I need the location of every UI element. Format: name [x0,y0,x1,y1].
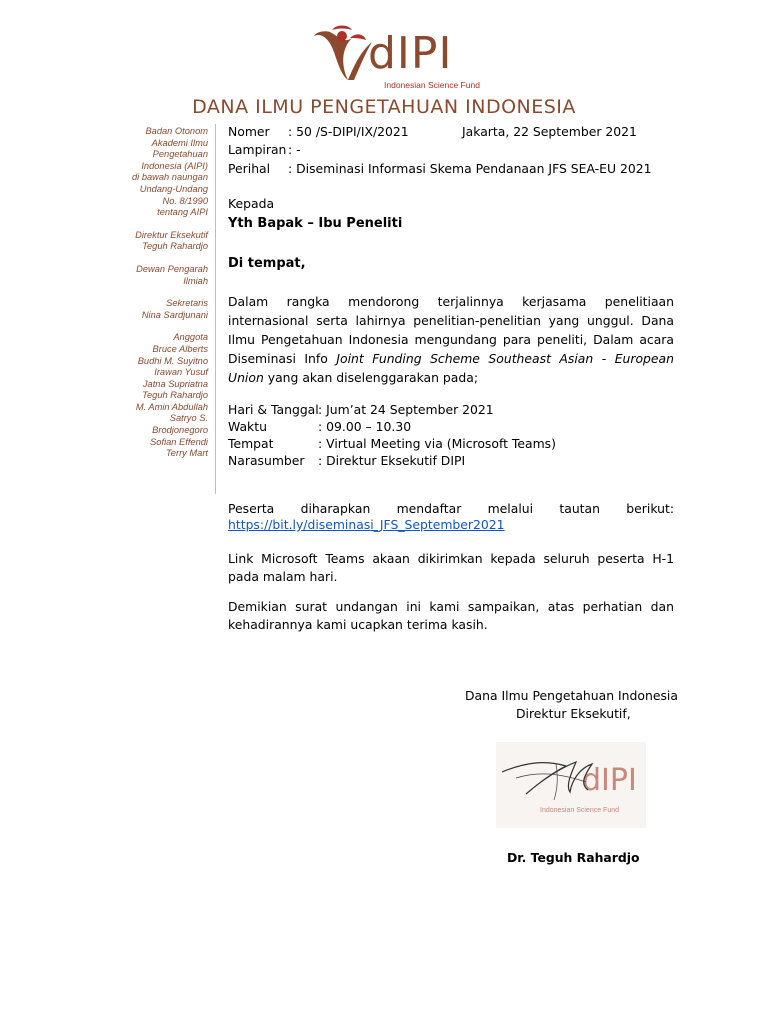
waktu-label: Waktu [228,419,267,434]
signatory-name: Dr. Teguh Rahardjo [507,850,640,865]
sidebar-line: Teguh Rahardjo [142,390,208,401]
lampiran-label: Lampiran [228,142,287,157]
tempat-value: : Virtual Meeting via (Microsoft Teams) [318,436,556,451]
perihal-label: Perihal [228,161,271,176]
sidebar-line: Direktur Eksekutif [135,229,208,240]
perihal-value: : Diseminasi Informasi Skema Pendanaan JFS SEA-EU 2021 [288,161,652,176]
sidebar-line: Teguh Rahardjo [142,241,208,252]
teams-paragraph: Link Microsoft Teams akaan dikirimkan kepada seluruh peserta H-1 pada malam hari. [228,551,674,584]
sidebar-line: Bruce Alberts [152,343,208,354]
narasumber-value: : Direktur Eksekutif DIPI [318,453,466,468]
sidebar-line: Satryo S. [169,413,208,424]
sidebar-line: di bawah naungan [132,172,208,183]
sidebar-spacer [100,253,208,264]
stamp-tagline: Indonesian Science Fund [540,807,619,814]
sidebar-line: Sekretaris [166,298,208,309]
invitation-text-b: yang akan diselenggarakan pada; [263,370,479,385]
nomor-value: : 50 /S-DIPI/IX/2021 [288,124,409,139]
signature-scribble [496,742,646,828]
logo-wordmark: dIPI [368,28,453,79]
di-tempat-line: Di tempat, [228,256,306,271]
sidebar-line: Sofian Effendi [150,436,208,447]
sidebar-spacer [100,321,208,332]
logo-tagline: Indonesian Science Fund [384,80,480,90]
nomor-row [228,124,637,139]
narasumber-label: Narasumber [228,453,305,468]
tempat-row [228,436,556,451]
sidebar-line: Undang-Undang [139,183,208,194]
sidebar-line: Irawan Yusuf [154,367,208,378]
waktu-row [228,419,411,434]
perihal-row [228,161,652,176]
sidebar-line: Ilmiah [183,275,208,286]
peserta-text: Peserta diharapkan mendaftar melalui tautan berikut: [228,501,674,516]
sidebar-line: Anggota [173,332,208,343]
sidebar-line: Jatna Supriatna [142,378,208,389]
registration-link-row [228,517,505,532]
sidebar-line: Terry Mart [165,448,208,459]
recipient-line: Yth Bapak – Ibu Peneliti [228,216,403,231]
sidebar-line: Brodjonegoro [152,425,208,436]
sidebar-line: tentang AIPI [157,207,208,218]
sidebar-line: Nina Sardjunani [141,309,208,320]
hari-row [228,402,494,417]
dipi-logo [308,22,480,98]
closing-paragraph: Demikian surat undangan ini kami sampaikan, atas perhatian dan kehadirannya kami ucapkan terima kasih. [228,599,674,632]
signature-stamp [496,742,646,828]
sidebar-divider [215,124,216,494]
letter-date: Jakarta, 22 September 2021 [462,124,637,139]
waktu-value: : 09.00 – 10.30 [318,419,412,434]
sidebar-line: Akademi Ilmu [151,137,208,148]
sidebar-line: Budhi M. Suyitno [137,355,208,366]
lampiran-value: : - [288,142,301,157]
sidebar-spacer [100,287,208,298]
sidebar-line: Indonesia (AIPI) [141,160,208,171]
kepada-label: Kepada [228,196,275,211]
org-name-heading: DANA ILMU PENGETAHUAN INDONESIA [192,96,576,118]
invitation-program-name: Joint Funding Scheme Southeast Asian - European Union [228,351,674,385]
sidebar-line: Dewan Pengarah [136,263,208,274]
registration-link[interactable]: https://bit.ly/diseminasi_JFS_September2021 [228,517,505,532]
stamp-wordmark: dIPI [582,763,637,798]
hari-value: : Jum’at 24 September 2021 [318,402,494,417]
invitation-text-a: Dalam rangka mendorong terjalinnya kerjasama penelitiaan internasional serta lahirnya penelitian-penelitian yang unggul. Dana Ilmu Pengetahuan Indonesia mengundang para peneliti, Dalam acara Diseminasi Info [228,294,674,366]
sidebar-line: M. Amin Abdullah [135,401,208,412]
sign-org: Dana Ilmu Pengetahuan Indonesia [465,688,678,703]
sidebar-spacer [100,219,208,230]
hari-label: Hari & Tanggal [228,402,319,417]
narasumber-row [228,453,465,468]
invitation-paragraph [228,292,674,387]
sign-title: Direktur Eksekutif, [516,706,631,721]
lampiran-row [228,142,301,157]
sidebar-board-list [100,126,208,460]
tempat-label: Tempat [228,436,274,451]
sidebar-line: Badan Otonom [145,126,208,136]
sidebar-line: Pengetahuan [152,149,208,160]
sidebar-line: No. 8/1990 [162,195,208,206]
nomor-label: Nomer [228,124,270,139]
